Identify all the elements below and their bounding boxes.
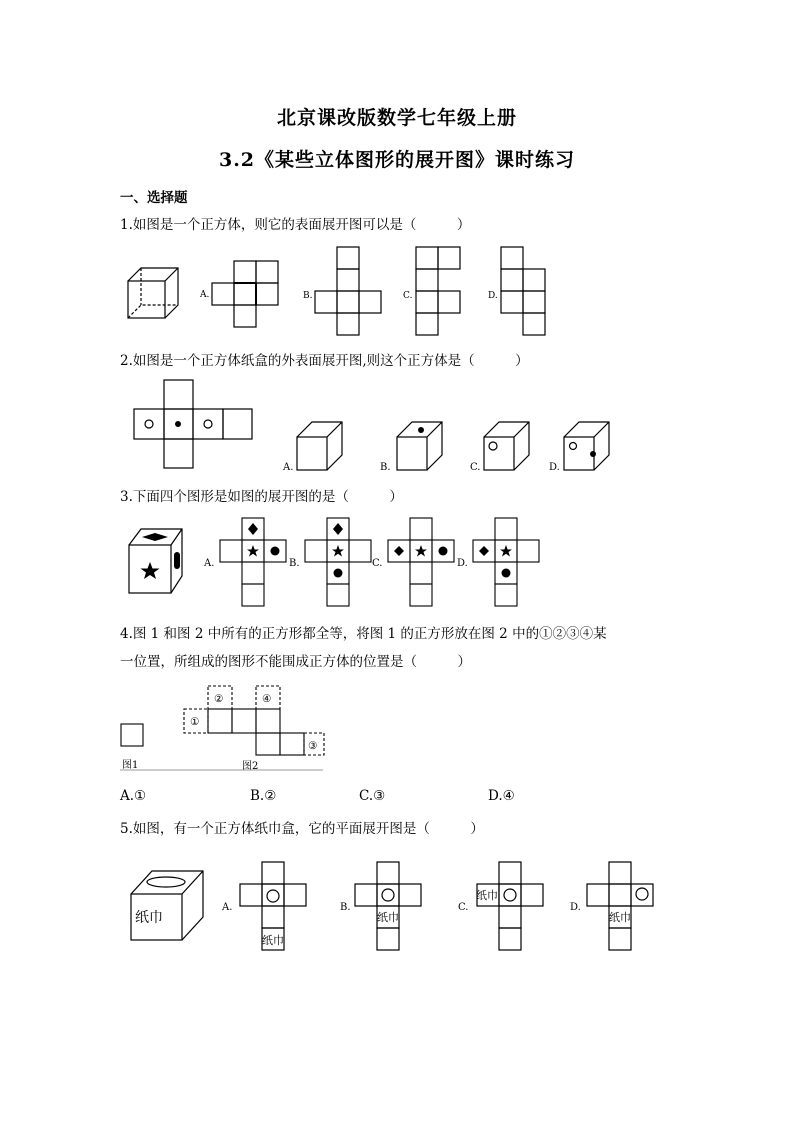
q3-option-d-label: D. [457, 558, 468, 569]
q2-option-c-label: C. [470, 462, 481, 473]
q4-option-c[interactable]: C.③ [359, 788, 386, 804]
q2-option-a-label: A. [283, 462, 294, 473]
q5-option-c-label: C. [458, 902, 469, 913]
q3-option-b-label: B. [289, 558, 300, 569]
q2-option-b-label: B. [380, 462, 391, 473]
net-d-tissue-label: 纸巾 [609, 911, 631, 924]
doc-subtitle: 3.2《某些立体图形的展开图》课时练习 [218, 149, 576, 171]
q1-option-d-label: D. [488, 291, 498, 301]
q2-option-d-label: D. [549, 462, 560, 473]
question-3-text: 3.下面四个图形是如图的展开图的是（ ） [120, 489, 403, 505]
q1-option-b-label: B. [303, 291, 313, 301]
net-option-b [355, 862, 421, 950]
q5-option-b-label: B. [340, 902, 351, 913]
position-label-4: ④ [262, 693, 272, 705]
q4-option-a[interactable]: A.① [120, 788, 147, 804]
fig1-label: 图1 [122, 760, 139, 771]
net-b-tissue-label: 纸巾 [377, 911, 399, 924]
q1-option-a-label: A. [200, 290, 210, 300]
position-label-3: ③ [308, 740, 318, 752]
q5-option-a-label: A. [222, 902, 233, 913]
net-option-c [477, 862, 543, 950]
question-5-text: 5.如图，有一个正方体纸巾盒，它的平面展开图是（ ） [120, 821, 484, 837]
tissue-box-label: 纸巾 [135, 910, 163, 926]
position-label-2: ② [214, 693, 224, 705]
q3-option-a-label: A. [204, 558, 215, 569]
fig2-label: 图2 [242, 761, 259, 772]
question-2-text: 2.如图是一个正方体纸盒的外表面展开图,则这个正方体是（ ） [120, 353, 529, 369]
q3-option-c-label: C. [372, 558, 383, 569]
tissue-box-figure [131, 871, 203, 940]
doc-title: 北京课改版数学七年级上册 [276, 107, 517, 129]
q4-option-b[interactable]: B.② [250, 788, 277, 804]
question-4-text-line-2: 一位置，所组成的图形不能围成正方体的位置是（ ） [120, 654, 471, 670]
position-label-1: ① [190, 716, 200, 728]
q5-option-d-label: D. [570, 902, 581, 913]
question-4-text-line-1: 4.图 1 和图 2 中所有的正方形都全等，将图 1 的正方形放在图 2 中的①②③④某 [120, 626, 607, 642]
q1-option-c-label: C. [403, 291, 413, 301]
section-heading: 一、选择题 [120, 190, 188, 206]
net-a-tissue-label: 纸巾 [262, 934, 284, 947]
question-1-text: 1.如图是一个正方体，则它的表面展开图可以是（ ） [120, 217, 471, 233]
q4-option-d[interactable]: D.④ [488, 788, 515, 804]
net-option-d [587, 862, 653, 950]
net-c-tissue-label: 纸巾 [476, 889, 498, 902]
